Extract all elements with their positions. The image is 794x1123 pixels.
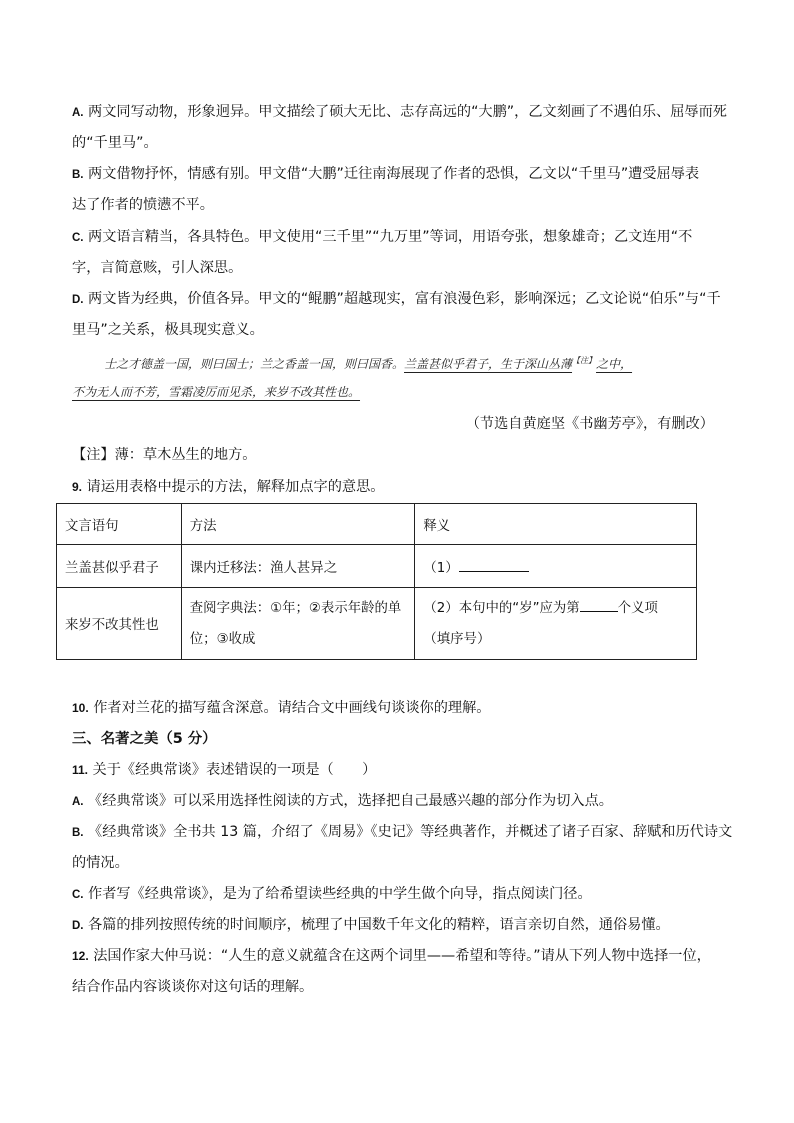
row2-sentence: 来岁不改其性也: [57, 588, 182, 660]
q9-prompt: 9. 请运用表格中提示的方法，解释加点字的意思。: [72, 479, 385, 495]
row1-method: 课内迁移法：渔人甚异之: [181, 545, 415, 588]
row2-answer: （2）本句中的“岁”应为第 个义项 （填序号）: [415, 588, 697, 660]
note-mark: 【注】: [572, 356, 597, 365]
q8-option-b-cont: 达了作者的愤懑不平。: [72, 197, 214, 213]
row1-answer: （1）: [415, 545, 697, 588]
passage-line-1: 士之才德盖一国，则曰国士；兰之香盖一国，则曰国香。兰盖甚似乎君子，生于深山丛薄$^{【注】}$之中，: [104, 356, 633, 371]
q11-option-b: B. 《经典常谈》全书共 13 篇，介绍了《周易》《史记》等经典著作，并概述了诸子百家、辞赋和历代诗文: [72, 824, 733, 840]
section-3-title: 三、名著之美（5 分）: [72, 731, 217, 747]
q8-option-d: D. 两文皆为经典，价值各异。甲文的“鲲鹏”超越现实，富有浪漫色彩，影响深远；乙文论说“伯乐”与“千: [72, 291, 721, 307]
q10-prompt: 10. 作者对兰花的描写蕴含深意。请结合文中画线句谈谈你的理解。: [72, 700, 491, 716]
row1-sentence: 兰盖甚似乎君子: [57, 545, 182, 588]
header-meaning: 释义: [415, 504, 697, 545]
q11-option-d: D. 各篇的排列按照传统的时间顺序，梳理了中国数千年文化的精粹，语言亲切自然，通俗易懂。: [72, 917, 670, 933]
q8-option-d-cont: 里马”之关系，极具现实意义。: [72, 322, 264, 338]
passage-line-2: [72, 382, 360, 402]
q8-option-b: B. 两文借物抒怀，情感有别。甲文借“大鹏”迁往南海展现了作者的恐惧，乙文以“千里马”遭受屈辱表: [72, 166, 700, 182]
q11-option-a: A. 《经典常谈》可以采用选择性阅读的方式，选择把自己最感兴趣的部分作为切入点。: [72, 793, 613, 809]
q12-prompt: 12. 法国作家大仲马说：“人生的意义就蕴含在这两个词里——希望和等待。”请从下列人物中选择一位，: [72, 948, 711, 964]
table-row: [57, 588, 697, 660]
answer-blank-2[interactable]: [580, 597, 618, 612]
q8-option-a: A. 两文同写动物，形象迥异。甲文描绘了硕大无比、志存高远的“大鹏”，乙文刻画了不遇伯乐、屈辱而死: [72, 104, 727, 120]
q8-option-a-cont: 的“千里马”。: [72, 135, 158, 151]
table-row: [57, 545, 697, 588]
q12-prompt-cont: 结合作品内容谈谈你对这句话的理解。: [72, 979, 314, 995]
header-method: 方法: [181, 504, 415, 545]
row2-method: 查阅字典法：①年；②表示年龄的单 位；③收成: [181, 588, 415, 660]
passage-source: （节选自黄庭坚《书幽芳亭》，有删改）: [465, 416, 714, 432]
q8-option-c-cont: 字，言简意赅，引人深思。: [72, 260, 243, 276]
q11-prompt: 11. 关于《经典常谈》表述错误的一项是（ ）: [72, 762, 377, 778]
answer-blank-1[interactable]: [459, 557, 529, 572]
table-header-row: [57, 504, 697, 545]
q11-option-b-cont: 的情况。: [72, 855, 129, 871]
passage-footnote: 【注】薄：草木丛生的地方。: [72, 447, 257, 463]
q11-option-c: C. 作者写《经典常谈》，是为了给希望读些经典的中学生做个向导，指点阅读门径。: [72, 886, 592, 902]
q9-table: [56, 503, 697, 660]
q8-option-c: C. 两文语言精当，各具特色。甲文使用“三千里”“九万里”等词，用语夸张，想象雄奇；乙文连用“不: [72, 229, 693, 245]
underlined-sentence-2: 不为无人而不芳，雪霜凌厉而见杀，来岁不改其性也。: [72, 385, 361, 399]
header-sentence: 文言语句: [57, 504, 182, 545]
underlined-sentence: 兰盖甚似乎君子，生于深山丛薄: [404, 357, 573, 371]
